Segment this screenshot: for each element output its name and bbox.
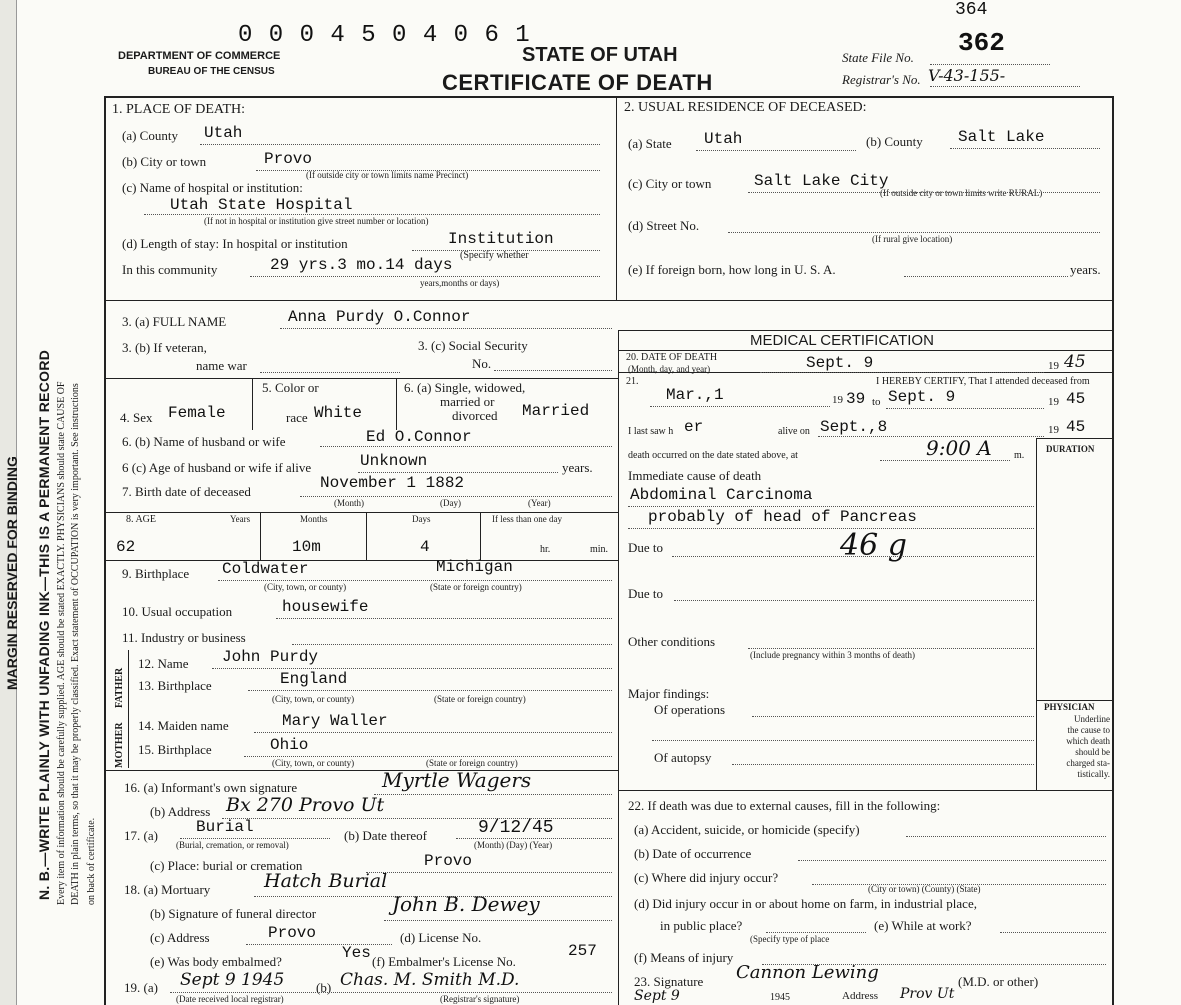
state-file-label: State File No. bbox=[842, 50, 914, 65]
race: White bbox=[314, 404, 363, 422]
res-city: Salt Lake City bbox=[754, 172, 889, 190]
certify-text: I HEREBY CERTIFY, That I attended deceased from bbox=[876, 376, 1090, 387]
ssn-label-2: No. bbox=[472, 356, 492, 371]
physician-note-line: the cause to bbox=[1067, 725, 1110, 735]
dod-19: 19 bbox=[1048, 360, 1059, 372]
community-label: In this community bbox=[122, 262, 218, 277]
funeral-director-signature: John B. Dewey bbox=[392, 892, 540, 916]
external-heading: 22. If death was due to external causes, fill in the following: bbox=[628, 798, 941, 813]
veteran-label: 3. (b) If veteran, bbox=[122, 340, 207, 355]
margin-binding-2: N. B.—WRITE PLAINLY WITH UNFADING INK—THIS IS A PERMANENT RECORD bbox=[36, 349, 52, 900]
dod-note: (Month, day, and year) bbox=[628, 364, 711, 374]
external-c: (c) Where did injury occur? bbox=[634, 870, 779, 885]
immediate-cause-label: Immediate cause of death bbox=[628, 468, 762, 483]
occupation: housewife bbox=[282, 598, 369, 616]
informant-address: Bx 270 Provo Ut bbox=[226, 794, 385, 816]
birthplace-label: 9. Birthplace bbox=[122, 566, 190, 581]
external-c-note: (City or town) (County) (State) bbox=[868, 884, 981, 894]
marital-status: Married bbox=[522, 402, 590, 420]
stay-hospital: Institution bbox=[448, 230, 554, 248]
age-label: 8. AGE bbox=[126, 514, 156, 525]
father-note-1: (City, town, or county) bbox=[272, 694, 355, 704]
margin-line-3: on back of certificate. bbox=[86, 817, 97, 905]
birthplace-note-1: (City, town, or county) bbox=[264, 582, 347, 592]
birthplace-state: Michigan bbox=[436, 558, 513, 576]
immediate-cause-2: probably of head of Pancreas bbox=[648, 508, 917, 526]
license-label: (d) License No. bbox=[400, 930, 482, 945]
full-name: Anna Purdy O.Connor bbox=[288, 308, 471, 326]
received-b: (b) bbox=[316, 980, 332, 995]
of-autopsy-label: Of autopsy bbox=[654, 750, 712, 765]
state-file-number: 362 bbox=[958, 28, 1005, 58]
to-19: 19 bbox=[1048, 396, 1059, 408]
certificate-number: 0 0 0 4 5 0 4 0 6 1 bbox=[238, 22, 531, 49]
place-heading: 1. PLACE OF DEATH: bbox=[112, 102, 246, 117]
foreign-label: (e) If foreign born, how long in U. S. A. bbox=[628, 262, 836, 277]
hospital-note: (If not in hospital or institution give street number or location) bbox=[204, 216, 429, 226]
foreign-years: years. bbox=[1070, 262, 1101, 277]
age-years-head: Years bbox=[230, 514, 251, 524]
sex: Female bbox=[168, 404, 226, 422]
res-city-label: (c) City or town bbox=[628, 176, 712, 191]
marital-label-3: divorced bbox=[452, 408, 498, 423]
certifier-address: Prov Ut bbox=[900, 986, 955, 1002]
due-to-note: 46 g bbox=[840, 528, 907, 563]
mother-name-label: 14. Maiden name bbox=[138, 718, 229, 733]
father-note-2: (State or foreign country) bbox=[434, 694, 526, 704]
race-label: race bbox=[286, 410, 308, 425]
residence-heading: 2. USUAL RESIDENCE OF DECEASED: bbox=[624, 100, 867, 115]
spouse-age: Unknown bbox=[360, 452, 428, 470]
spouse-age-years: years. bbox=[562, 460, 593, 475]
mortuary: Hatch Burial bbox=[264, 870, 388, 892]
other-conditions-label: Other conditions bbox=[628, 634, 716, 649]
birth-label: 7. Birth date of deceased bbox=[122, 484, 251, 499]
to-label: to bbox=[872, 396, 881, 408]
external-f: (f) Means of injury bbox=[634, 950, 734, 965]
age-lessday-head: If less than one day bbox=[492, 514, 562, 524]
last-saw-label: I last saw h bbox=[628, 426, 674, 437]
date-note: (Month) (Day) (Year) bbox=[474, 840, 553, 850]
disposition-date-label: (b) Date thereof bbox=[344, 828, 428, 843]
certifier-signature-label: 23. Signature bbox=[634, 974, 704, 989]
burial-place: Provo bbox=[424, 852, 473, 870]
margin-line-1: Every item of information should be carefully supplied. AGE should be stated EXACTLY. PHYSICIANS should state CAUSE OF bbox=[56, 381, 67, 905]
age-years: 62 bbox=[116, 538, 136, 556]
alive-on-label: alive on bbox=[778, 426, 810, 437]
res-county-label: (b) County bbox=[866, 134, 923, 149]
mother-maiden-name: Mary Waller bbox=[282, 712, 388, 730]
disposition-note: (Burial, cremation, or removal) bbox=[176, 840, 289, 850]
physician-note-line: Underline bbox=[1074, 714, 1110, 724]
physician-note bbox=[1044, 714, 1110, 780]
certifier-address-label: Address bbox=[842, 990, 879, 1002]
received-note-1: (Date received local registrar) bbox=[176, 994, 284, 1004]
page-title: CERTIFICATE OF DEATH bbox=[442, 70, 713, 95]
age-days: 4 bbox=[420, 538, 430, 556]
res-state-label: (a) State bbox=[628, 136, 672, 151]
years-note: years,months or days) bbox=[420, 278, 500, 288]
sex-label: 4. Sex bbox=[120, 410, 153, 425]
name-label: 3. (a) FULL NAME bbox=[122, 314, 227, 329]
attended-to: Sept. 9 bbox=[888, 388, 956, 406]
registrar-number: V-43-155- bbox=[928, 66, 1006, 85]
ssn-label: 3. (c) Social Security bbox=[418, 338, 528, 353]
last-saw-her: er bbox=[684, 418, 704, 436]
birth-note-month: (Month) bbox=[334, 498, 364, 508]
license-number: 257 bbox=[568, 942, 597, 960]
city-label: (b) City or town bbox=[122, 154, 207, 169]
certifier-signature: Cannon Lewing bbox=[736, 962, 879, 983]
last-19: 19 bbox=[1048, 424, 1059, 436]
father-name-label: 12. Name bbox=[138, 656, 189, 671]
physician-note-line: charged sta- bbox=[1066, 758, 1110, 768]
from-19: 19 bbox=[832, 394, 843, 406]
birth-date: November 1 1882 bbox=[320, 474, 465, 492]
physician-note-line: should be bbox=[1075, 747, 1110, 757]
father-bp-label: 13. Birthplace bbox=[138, 678, 212, 693]
physician-note-line: tistically. bbox=[1077, 769, 1110, 779]
to-year: 45 bbox=[1066, 390, 1086, 408]
burial-place-label: (c) Place: burial or cremation bbox=[150, 858, 303, 873]
embalmed-label: (e) Was body embalmed? bbox=[150, 954, 282, 969]
disposition: Burial bbox=[196, 818, 254, 836]
father-birthplace: England bbox=[280, 670, 348, 688]
occurred-label: death occurred on the date stated above, at bbox=[628, 450, 798, 461]
certifier-year: 1945 bbox=[770, 992, 790, 1003]
birthplace-city: Coldwater bbox=[222, 560, 309, 578]
birth-note-day: (Day) bbox=[440, 498, 461, 508]
fd-address: Provo bbox=[268, 924, 317, 942]
fd-address-label: (c) Address bbox=[150, 930, 210, 945]
mother-label: MOTHER bbox=[114, 722, 125, 768]
registrar-label: Registrar's No. bbox=[842, 72, 921, 87]
duration-head: DURATION bbox=[1046, 444, 1095, 454]
spouse-label: 6. (b) Name of husband or wife bbox=[122, 434, 286, 449]
age-months-head: Months bbox=[300, 514, 328, 524]
external-d2: in public place? bbox=[660, 918, 743, 933]
physician-head: PHYSICIAN bbox=[1044, 702, 1095, 712]
certifier-date: Sept 9 bbox=[634, 988, 680, 1004]
stay-community: 29 yrs.3 mo.14 days bbox=[270, 256, 453, 274]
immediate-cause-1: Abdominal Carcinoma bbox=[630, 486, 813, 504]
received-note-2: (Registrar's signature) bbox=[440, 994, 520, 1004]
death-city: Provo bbox=[264, 150, 313, 168]
state-heading: STATE OF UTAH bbox=[522, 44, 678, 66]
mortuary-label: 18. (a) Mortuary bbox=[124, 882, 211, 897]
medical-heading: MEDICAL CERTIFICATION bbox=[750, 332, 934, 349]
attended-from: Mar.,1 bbox=[666, 386, 724, 404]
age-days-head: Days bbox=[412, 514, 431, 524]
age-min: min. bbox=[590, 544, 609, 555]
res-county: Salt Lake bbox=[958, 128, 1045, 146]
margin-binding-1: MARGIN RESERVED FOR BINDING bbox=[4, 456, 20, 690]
funeral-director-label: (b) Signature of funeral director bbox=[150, 906, 317, 921]
bureau-label: BUREAU OF THE CENSUS bbox=[148, 66, 275, 77]
informant-addr-label: (b) Address bbox=[150, 804, 211, 819]
hospital-label: (c) Name of hospital or institution: bbox=[122, 180, 303, 195]
industry-label: 11. Industry or business bbox=[122, 630, 246, 645]
top-corner-number: 364 bbox=[955, 0, 988, 20]
disposition-label: 17. (a) bbox=[124, 828, 158, 843]
spouse-age-label: 6 (c) Age of husband or wife if alive bbox=[122, 460, 312, 475]
father-label: FATHER bbox=[114, 667, 125, 708]
time-of-death: 9:00 A bbox=[926, 436, 992, 460]
spouse-name: Ed O.Connor bbox=[366, 428, 472, 446]
occupation-label: 10. Usual occupation bbox=[122, 604, 233, 619]
marital-label-2: married or bbox=[440, 394, 495, 409]
due-to-2: Due to bbox=[628, 586, 664, 601]
certifier-md: (M.D. or other) bbox=[958, 974, 1039, 989]
death-hospital: Utah State Hospital bbox=[170, 196, 353, 214]
received-label: 19. (a) bbox=[124, 980, 158, 995]
mother-note-1: (City, town, or county) bbox=[272, 758, 355, 768]
external-b: (b) Date of occurrence bbox=[634, 846, 752, 861]
registrar-signature: Chas. M. Smith M.D. bbox=[340, 970, 520, 990]
of-operations-label: Of operations bbox=[654, 702, 726, 717]
father-name: John Purdy bbox=[222, 648, 319, 666]
rural-note: (If rural give location) bbox=[872, 234, 953, 244]
time-m: m. bbox=[1014, 450, 1025, 461]
informant-signature: Myrtle Wagers bbox=[382, 768, 532, 792]
major-findings-label: Major findings: bbox=[628, 686, 710, 701]
street-label: (d) Street No. bbox=[628, 218, 700, 233]
mother-bp-label: 15. Birthplace bbox=[138, 742, 212, 757]
external-d-note: (Specify type of place bbox=[750, 934, 830, 944]
other-note: (Include pregnancy within 3 months of death) bbox=[750, 650, 915, 660]
last-seen-date: Sept.,8 bbox=[820, 418, 888, 436]
date-of-death: Sept. 9 bbox=[806, 354, 874, 372]
res-city-note: (If outside city or town limits write RURAL) bbox=[880, 188, 1043, 198]
mother-birthplace: Ohio bbox=[270, 736, 309, 754]
received-date: Sept 9 1945 bbox=[180, 970, 285, 990]
birth-note-year: (Year) bbox=[528, 498, 551, 508]
birthplace-note-2: (State or foreign country) bbox=[430, 582, 522, 592]
informant-sig-label: 16. (a) Informant's own signature bbox=[124, 780, 298, 795]
res-state: Utah bbox=[704, 130, 743, 148]
external-a: (a) Accident, suicide, or homicide (specify) bbox=[634, 822, 860, 837]
due-to-1: Due to bbox=[628, 540, 664, 555]
embalmed: Yes bbox=[342, 944, 371, 962]
external-d: (d) Did injury occur in or about home on farm, in industrial place, bbox=[634, 896, 977, 911]
from-year: 39 bbox=[846, 390, 866, 408]
item-21: 21. bbox=[626, 376, 639, 387]
age-hr: hr. bbox=[540, 544, 551, 555]
color-label: 5. Color or bbox=[262, 380, 319, 395]
dod-year: 45 bbox=[1064, 352, 1086, 372]
last-year: 45 bbox=[1066, 418, 1086, 436]
death-county: Utah bbox=[204, 124, 243, 142]
marital-label: 6. (a) Single, widowed, bbox=[404, 380, 526, 395]
age-months: 10m bbox=[292, 538, 321, 556]
dod-label: 20. DATE OF DEATH bbox=[626, 352, 718, 363]
dept-label: DEPARTMENT OF COMMERCE bbox=[118, 50, 281, 62]
margin-line-2: DEATH in plain terms, so that it may be properly classified. Exact statement of OCCUPATION is very important. See instructions bbox=[70, 383, 81, 905]
city-note: (If outside city or town limits name Precinct) bbox=[306, 170, 469, 180]
disposition-date: 9/12/45 bbox=[478, 818, 554, 838]
physician-note-line: which death bbox=[1066, 736, 1110, 746]
county-label: (a) County bbox=[122, 128, 178, 143]
external-e: (e) While at work? bbox=[874, 918, 972, 933]
specify-note: (Specify whether bbox=[460, 250, 529, 261]
veteran-label-2: name war bbox=[196, 358, 247, 373]
mother-note-2: (State or foreign country) bbox=[426, 758, 518, 768]
embalmer-license-label: (f) Embalmer's License No. bbox=[372, 954, 516, 969]
stay-label: (d) Length of stay: In hospital or institution bbox=[122, 236, 348, 251]
